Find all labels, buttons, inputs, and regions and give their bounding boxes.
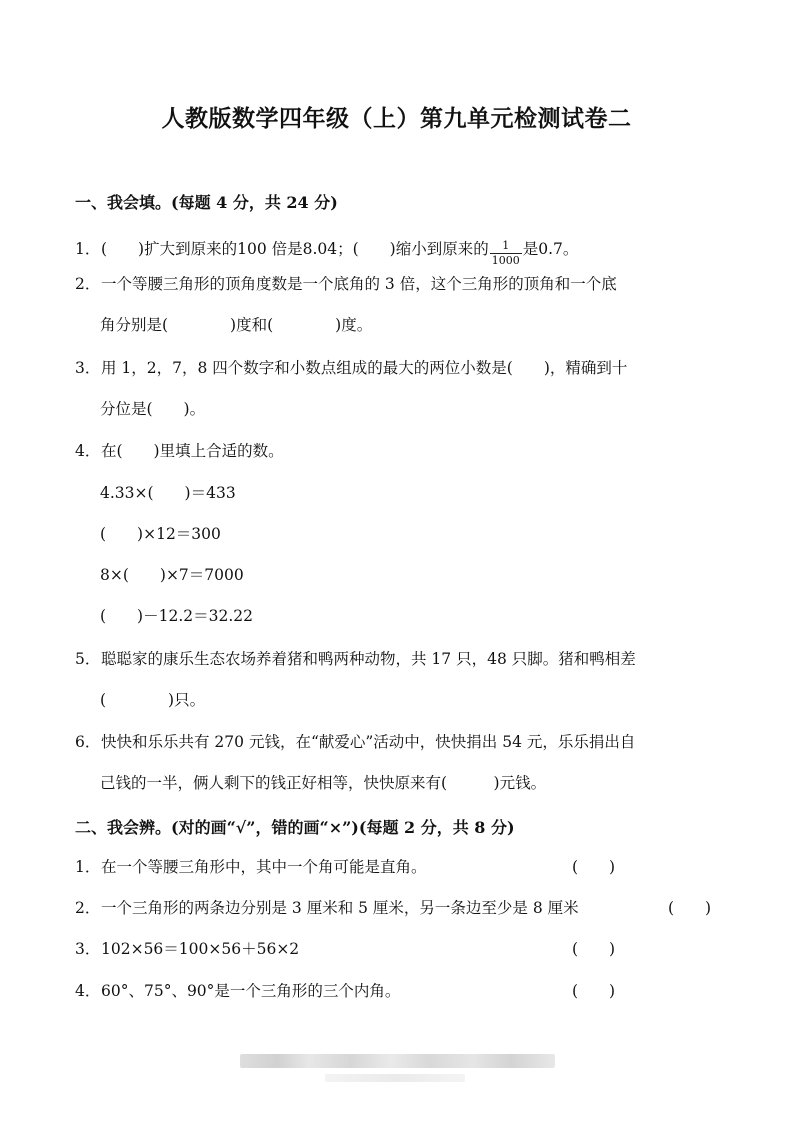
question-number: 2． — [75, 275, 101, 293]
section-1-heading: 一、我会填。(每题 4 分，共 24 分) — [75, 193, 338, 212]
answer-paren[interactable]: ( ) — [668, 899, 712, 917]
page-title: 人教版数学四年级（上）第九单元检测试卷二 — [161, 105, 632, 132]
question-number: 3． — [75, 359, 101, 377]
question-6-line-2: 己钱的一半，俩人剩下的钱正好相等，快快原来有( )元钱。 — [100, 774, 547, 792]
judge-item-1 — [75, 856, 427, 878]
fraction-one-thousandth — [490, 239, 522, 268]
question-2-line-2: 角分别是( )度和( )度。 — [100, 316, 373, 334]
question-4-line-1: 在( )里填上合适的数。 — [101, 442, 284, 460]
question-number: 4． — [75, 442, 101, 460]
equation-1: 4.33×( )＝433 — [100, 484, 236, 502]
question-number: 1． — [75, 240, 101, 258]
judge-item-text: 102×56＝100×56＋56×2 — [101, 940, 300, 958]
question-6 — [75, 731, 635, 753]
question-4 — [75, 440, 284, 462]
equation-4: ( )－12.2＝32.22 — [100, 607, 253, 625]
judge-item-3 — [75, 938, 299, 960]
question-5-line-2: ( )只。 — [100, 691, 206, 709]
question-number: 5． — [75, 650, 101, 668]
question-3-line-1: 用 1，2，7，8 四个数字和小数点组成的最大的两位小数是( )，精确到十 — [101, 359, 628, 377]
equation-3: 8×( )×7＝7000 — [100, 566, 244, 584]
judge-item-text: 60°、75°、90°是一个三角形的三个内角。 — [101, 982, 401, 1000]
question-5 — [75, 648, 636, 670]
fraction-denominator: 1000 — [491, 254, 520, 267]
question-number: 4． — [75, 982, 101, 1000]
fraction-numerator: 1 — [490, 239, 522, 254]
judge-item-text: 一个三角形的两条边分别是 3 厘米和 5 厘米，另一条边至少是 8 厘米 — [101, 899, 579, 917]
blurred-footer-watermark-sub — [325, 1074, 465, 1082]
judge-item-2 — [75, 897, 579, 919]
equation-2: ( )×12＝300 — [100, 525, 221, 543]
judge-item-4 — [75, 980, 400, 1002]
question-1-text-a: ( )扩大到原来的100 倍是8.04；( )缩小到原来的 — [101, 240, 489, 258]
question-6-line-1: 快快和乐乐共有 270 元钱，在“献爱心”活动中，快快捐出 54 元，乐乐捐出自 — [101, 733, 636, 751]
answer-paren[interactable]: ( ) — [572, 982, 616, 1000]
judge-item-text: 在一个等腰三角形中，其中一个角可能是直角。 — [101, 858, 427, 876]
blurred-footer-watermark — [240, 1054, 555, 1068]
question-number: 6． — [75, 733, 101, 751]
question-number: 1． — [75, 858, 101, 876]
question-1 — [75, 238, 578, 268]
question-2-line-1: 一个等腰三角形的顶角度数是一个底角的 3 倍，这个三角形的顶角和一个底 — [101, 275, 617, 293]
section-2-heading: 二、我会辨。(对的画“√”，错的画“×”)(每题 2 分，共 8 分) — [75, 818, 515, 837]
answer-paren[interactable]: ( ) — [572, 940, 616, 958]
question-2 — [75, 273, 617, 295]
question-5-line-1: 聪聪家的康乐生态农场养着猪和鸭两种动物，共 17 只，48 只脚。猪和鸭相差 — [101, 650, 636, 668]
question-1-text-b: 是0.7。 — [522, 240, 579, 258]
question-number: 2． — [75, 899, 101, 917]
answer-paren[interactable]: ( ) — [572, 858, 616, 876]
question-3-line-2: 分位是( )。 — [100, 400, 206, 418]
question-number: 3． — [75, 940, 101, 958]
question-3 — [75, 357, 627, 379]
